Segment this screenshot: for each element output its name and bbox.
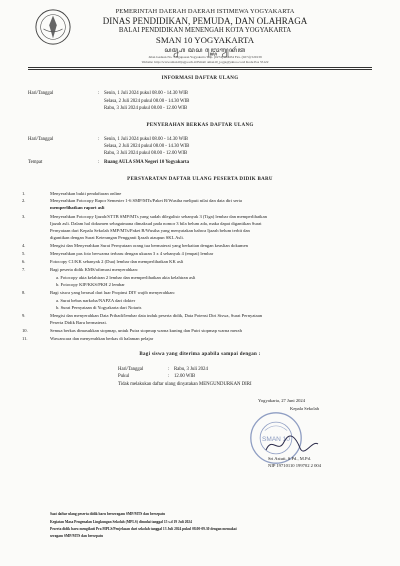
daftar-ulang-label: Hari/Tanggal [28, 91, 54, 96]
footer-note: seragam SMP/MTS dan bersepatu [50, 534, 104, 538]
berkas-date-3: Rabu, 3 Juli 2024 pukul 08.00 - 12.00 WIB [104, 151, 188, 156]
colon: : [98, 160, 100, 165]
req-line: a. Surat bebas narkoba/NAPZA dari dokter [56, 298, 136, 303]
req-line: Pernyataan dari Kepala Sekolah SMP/MTs/Paket B/Wustha yang menyatakan bahwa Ijazah belum terbit dan [50, 228, 250, 233]
announcement-pukul-label: Pukul [118, 374, 130, 379]
section-title-persyaratan: PERSYARATAN DAFTAR ULANG PESERTA DIDIK BARU [127, 177, 273, 182]
req-line: Semua berkas dimasukkan stopmap, untuk Putra stopmap warna kuning dan Putri stopmap warna merah [50, 328, 242, 333]
daftar-ulang-date-1: Senin, 1 Juli 2024 pukul 08.00 - 14.30 WIB [104, 91, 188, 96]
header-school-name: SMAN 10 YOGYAKARTA [155, 35, 255, 45]
footer-note: Saat daftar ulang peserta didik baru berseragam SMP/MTS dan bersepatu [50, 512, 166, 516]
req-line: Mengisi dan menyerahkan Data Pribadi/lembar data induk peserta didik, Data Potensi Diri Siswa, Surat Pernyataan [50, 313, 263, 318]
req-line: Bagi siswa yang berasal dari luar Propinsi DIY wajib menyerahkan: [50, 290, 175, 295]
section-title-berkas: PENYERAHAN BERKAS DAFTAR ULANG [146, 123, 254, 128]
signature-nip: NIP 19710110 199702 2 004 [268, 463, 321, 468]
colon: : [98, 137, 100, 142]
berkas-label: Hari/Tanggal [28, 137, 54, 142]
header-divider [28, 67, 372, 68]
header-website: Website: http://www.sman10jogja.sch.id Email: sman10_jogja@yahoo.co.id Kode Pos 55122 [141, 60, 269, 64]
school-crest-icon [34, 8, 72, 46]
header-government: PEMERINTAH DAERAH DAERAH ISTIMEWA YOGYAKARTA [115, 8, 295, 15]
req-number: 11. [22, 336, 28, 341]
daftar-ulang-date-2: Selasa, 2 Juli 2024 pukul 08.00 - 14.30 WIB [104, 99, 190, 104]
req-number: 9. [22, 313, 26, 318]
announcement-hari-value: Rabu, 3 Juli 2024 [174, 367, 208, 372]
header-department: DINAS PENDIDIKAN, PEMUDA, DAN OLAHRAGA [102, 16, 308, 26]
req-line: Bagi peserta didik KMS/afirmasi menyerahkan: [50, 267, 139, 272]
berkas-date-2: Selasa, 2 Juli 2024 pukul 08.00 - 14.30 WIB [104, 144, 190, 149]
req-number: 3. [22, 214, 26, 219]
req-number: 10. [22, 328, 28, 333]
header-divider-thin [28, 69, 372, 70]
req-line: Menyerahkan Fotocopy Ijazah/STTB SMP/MTs yang sudah dilegalisir sebanyak 3 (Tiga) lembar dan memperlihatkan [50, 214, 267, 219]
announcement-hari-label: Hari/Tanggal [118, 367, 144, 372]
req-line: Mengisi dan Menyerahkan Surat Pernyataan orang tua bermaterai yang berkaitan dengan keaslian dokumen [50, 243, 248, 248]
announcement-note: Tidak melakukan daftar ulang dinyatakan MENGUNDURKAN DIRI [118, 382, 252, 387]
req-number: 7. [22, 267, 26, 272]
colon: : [168, 374, 170, 379]
signature-place-date: Yogyakarta, 27 Juni 2024 [258, 398, 306, 403]
header-address: Jalan Gadean No. 5 Ngupasan Yogyakarta Telp. (0274) 462454 Fax. (0274) 520139 [148, 55, 262, 59]
colon: : [98, 91, 100, 96]
req-line: b. Fotocopy KIP/KKS/PKH 2 lembar [56, 282, 125, 287]
req-line: Fotocopy C1/KK sebanyak 2 (Dua) lembar dan memperlihatkan KK asli [50, 259, 184, 264]
svg-text:SMAN 10: SMAN 10 [262, 435, 290, 443]
req-line: Menyerahkan Fotocopy Rapor Semester 1-6 SMP/MTs/Paket B/Wustha meliputi nilai dan data diri serta [50, 198, 242, 203]
req-line: memperlihatkan raport asli [50, 205, 105, 210]
signature-role: Kepala Sekolah [290, 406, 319, 411]
announcement-pukul-value: 12.00 WIB [174, 374, 196, 379]
req-number: 8. [22, 290, 26, 295]
req-line: Peserta Didik Baru bermaterai. [50, 320, 107, 325]
req-number: 4. [22, 243, 26, 248]
req-line: b. Surat Pernyataan di Yogyakarta dari Notaris [56, 305, 142, 310]
colon: : [168, 367, 170, 372]
req-number: 2. [22, 198, 26, 203]
header-office: BALAI PENDIDIKAN MENENGAH KOTA YOGYAKARTA [118, 27, 292, 34]
req-number: 1. [22, 191, 26, 196]
berkas-date-1: Senin, 1 Juli 2024 pukul 08.00 - 14.30 WIB [104, 137, 188, 142]
req-number: 6. [22, 259, 26, 264]
req-line: a. Fotocopy akta kelahiran 2 lembar dan memperlihatkan akta kelahiran asli [56, 275, 196, 280]
req-line: Wawancara dan menyerahkan berkas di halaman pelajar [50, 336, 154, 341]
req-line: Ijazah asli. Dalam hal dokumen sebagaimana dimaksud pada nomor 3 bila belum ada, maka dapat digantikan Surat [50, 221, 262, 226]
daftar-ulang-date-3: Rabu, 3 Juli 2024 pukul 08.00 - 12.00 WIB [104, 106, 188, 111]
tempat-label: Tempat [28, 160, 43, 165]
tempat-value: Ruang AULA SMA Negeri 10 Yogyakarta [104, 160, 189, 165]
header-javanese-script: ꦱꦩ꧀ꦤ꧀ꦲ ꦢꦱ ꦔ꧀ꦪꦺꦴꦒꦾꦏꦂꦠ [164, 47, 246, 54]
req-line: digantikan dengan Surat Keterangan Pengganti Ijazah ataupun SKL Asli. [50, 235, 184, 240]
footer-note: Kegiatan Masa Pengenalan Lingkungan Sekolah (MPLS) dimulai tanggal 15 s.d 19 Juli 2024 [50, 520, 192, 524]
req-line: Menyerahkan pas foto berwarna terbaru dengan ukuran 3 x 4 sebanyak 4 (empat) lembar [50, 251, 214, 256]
footer-note: Peserta didik baru mengikuti Pra MPLS/Penjelasan dari sekolah tanggal 13 Juli 2024 pukul 08.00-09.30 dengan memakai [50, 527, 237, 531]
announcement-title: Bagi siswa yang diterima apabila sampai dengan : [139, 352, 261, 357]
req-number: 5. [22, 251, 26, 256]
handwritten-signature [262, 432, 322, 456]
signature-name: Sri Astuti, S.Pd., M.Pd. [268, 456, 312, 461]
req-line: Menyerahkan bukti pendaftaran online [50, 191, 122, 196]
section-title-daftar-ulang: INFORMASI DAFTAR ULANG [161, 76, 239, 81]
